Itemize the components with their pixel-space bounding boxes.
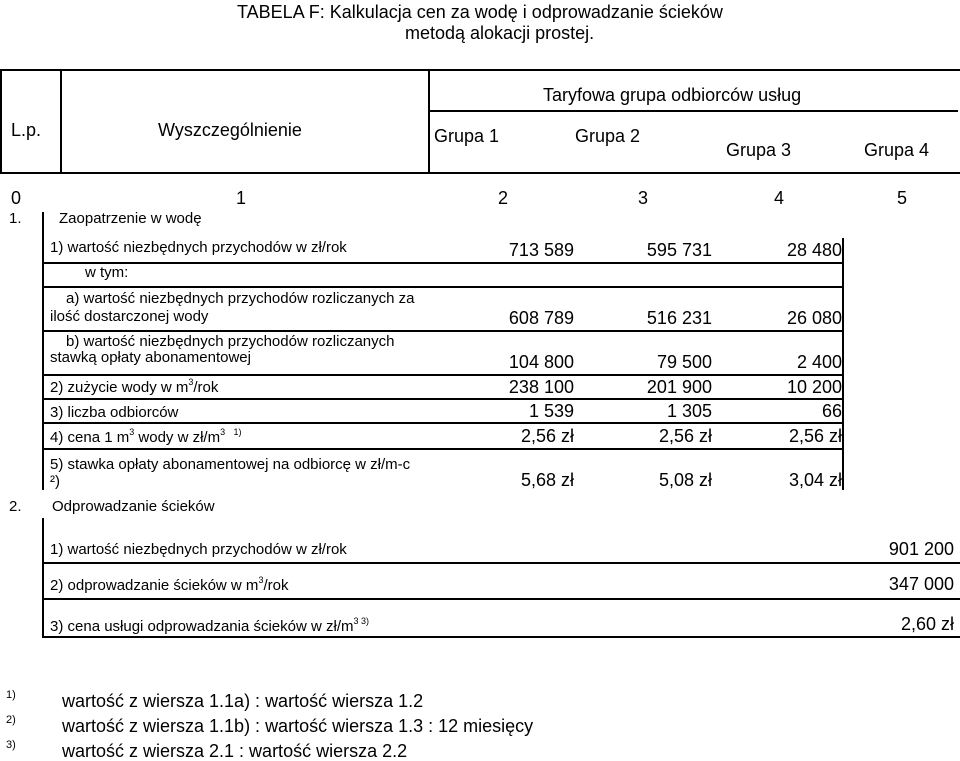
- header-lp: L.p.: [11, 120, 42, 140]
- footnote-2-mark: 2): [6, 714, 16, 726]
- row-2-3-sup: 3 3): [353, 616, 369, 626]
- header-group-2: Grupa 2: [575, 126, 641, 146]
- row-1-5-label-line2: ²): [50, 473, 60, 490]
- row-1-2-g3: 10 200: [786, 377, 842, 397]
- row-2-1-g4: 901 200: [888, 539, 954, 559]
- title-line2: metodą alokacji prostej.: [405, 23, 595, 43]
- section1-title: Zaopatrzenie w wodę: [59, 210, 202, 227]
- row-1-4-g3: 2,56 zł: [788, 426, 842, 446]
- row-1-1b-label-line1: b) wartość niezbędnych przychodów rozliczanych: [66, 333, 395, 350]
- row-1-1a-g1: 608 789: [508, 308, 574, 328]
- footnote-1-text: wartość z wiersza 1.1a) : wartość wiersza 1.2: [62, 691, 424, 711]
- row-1-2-sup: 3: [188, 377, 194, 387]
- row-1-3-right-border: [842, 398, 844, 422]
- section2-left-border: [42, 518, 44, 636]
- footnote-3-mark: 3): [6, 739, 16, 751]
- row-1-4-label-b: wody w zł/m: [134, 429, 221, 446]
- row-1-4-label: [50, 427, 242, 446]
- row-1-5-g1: 5,68 zł: [520, 470, 574, 490]
- row-2-2-label: [50, 575, 289, 594]
- section1-number: 1.: [9, 210, 22, 227]
- row-1-1b-bottom: [42, 374, 844, 376]
- header-group-3: Grupa 3: [726, 140, 792, 160]
- row-1-3-g1: 1 539: [528, 401, 574, 421]
- header-divider-lp: [60, 69, 62, 173]
- row-1-1b-right-border: [842, 330, 844, 374]
- row-1-1b-g2: 79 500: [656, 352, 712, 372]
- row-2-3-label-a: 3) cena usługi odprowadzania ścieków w zł/m: [50, 618, 354, 635]
- footnote-3-text: wartość z wiersza 2.1 : wartość wiersza 2.2: [62, 741, 408, 761]
- row-1-4-bottom: [42, 448, 844, 450]
- row-2-2-g4: 347 000: [888, 574, 954, 594]
- row-1-2-label-a: 2) zużycie wody w m: [50, 379, 189, 396]
- row-1-1-bottom: [42, 262, 844, 264]
- row-1-5-right-border: [842, 448, 844, 490]
- header-group-title: Taryfowa grupa odbiorców usług: [543, 85, 802, 105]
- footnote-2-text: wartość z wiersza 1.1b) : wartość wiersza 1.3 : 12 miesięcy: [62, 716, 534, 736]
- header-top-border: [0, 69, 960, 71]
- row-1-2-label-b: /rok: [193, 379, 219, 396]
- row-2-3-bottom: [42, 636, 960, 638]
- col-number-4: 4: [774, 188, 785, 208]
- row-1-1-label: 1) wartość niezbędnych przychodów w zł/rok: [50, 239, 347, 256]
- row-1-5-label-line1: 5) stawka opłaty abonamentowej na odbiorcę w zł/m-c: [50, 456, 411, 473]
- row-1-1-g2: 595 731: [646, 240, 712, 260]
- row-1-1-g1: 713 589: [508, 240, 574, 260]
- row-2-3-label: [50, 616, 369, 635]
- row-2-3-g4: 2,60 zł: [900, 614, 954, 634]
- row-1-4-right-border: [842, 422, 844, 448]
- row-1-1-right-border: [842, 238, 844, 262]
- title-line1: TABELA F: Kalkulacja cen za wodę i odprowadzanie ścieków: [237, 2, 723, 22]
- row-1-5-g2: 5,08 zł: [658, 470, 712, 490]
- row-1-1a-g3: 26 080: [786, 308, 842, 328]
- row-1-4-g2: 2,56 zł: [658, 426, 712, 446]
- row-1-3-g2: 1 305: [666, 401, 712, 421]
- row-1-1a-bottom: [42, 330, 844, 332]
- row-2-1-label: 1) wartość niezbędnych przychodów w zł/rok: [50, 541, 347, 558]
- header-item: Wyszczególnienie: [158, 120, 302, 140]
- row-1-1b-g1: 104 800: [508, 352, 574, 372]
- header-bottom-border: [0, 172, 960, 174]
- row-1-4-sup2: 3: [220, 427, 226, 437]
- header-group-4: Grupa 4: [864, 140, 930, 160]
- row-1-3-bottom: [42, 422, 844, 424]
- row-1-1a-label-line1: a) wartość niezbędnych przychodów rozliczanych za: [66, 290, 415, 307]
- row-1-3-g3: 66: [821, 401, 842, 421]
- col-number-2: 2: [498, 188, 509, 208]
- row-1-2-right-border: [842, 374, 844, 398]
- row-1-4-sup: 3: [129, 427, 135, 437]
- col-number-0: 0: [11, 188, 22, 208]
- header-group-1: Grupa 1: [434, 126, 500, 146]
- section2-title: Odprowadzanie ścieków: [52, 498, 215, 515]
- row-w-tym-bottom: [42, 286, 844, 288]
- row-1-5-g3: 3,04 zł: [788, 470, 842, 490]
- row-w-tym-label: w tym:: [85, 264, 129, 281]
- row-1-1b-label-line2: stawką opłaty abonamentowej: [50, 349, 251, 366]
- col-number-1: 1: [236, 188, 247, 208]
- footnote-1-mark: 1): [6, 689, 16, 701]
- row-1-2-g2: 201 900: [646, 377, 712, 397]
- row-1-1a-right-border: [842, 286, 844, 330]
- header-divider-item: [428, 69, 430, 173]
- section2-number: 2.: [9, 498, 22, 515]
- row-2-2-label-a: 2) odprowadzanie ścieków w m: [50, 577, 259, 594]
- col-number-3: 3: [638, 188, 649, 208]
- row-1-1a-label-line2: ilość dostarczonej wody: [50, 308, 209, 325]
- header-group-underline: [428, 110, 958, 112]
- row-2-2-bottom: [42, 598, 960, 600]
- row-1-4-footnote-ref: 1): [233, 427, 242, 437]
- row-1-2-label: [50, 377, 219, 396]
- row-1-2-g1: 238 100: [508, 377, 574, 397]
- row-2-2-label-b: /rok: [263, 577, 289, 594]
- row-1-4-label-a: 4) cena 1 m: [50, 429, 130, 446]
- row-2-2-sup: 3: [258, 575, 264, 585]
- row-1-4-g1: 2,56 zł: [520, 426, 574, 446]
- row-1-1-g3: 28 480: [786, 240, 842, 260]
- row-1-1a-g2: 516 231: [646, 308, 712, 328]
- col-number-5: 5: [897, 188, 908, 208]
- row-2-1-bottom: [42, 562, 960, 564]
- row-1-2-bottom: [42, 398, 844, 400]
- header-left-border: [0, 69, 2, 173]
- row-1-3-label: 3) liczba odbiorców: [50, 404, 179, 421]
- row-w-tym-right-border: [842, 262, 844, 286]
- row-1-1b-g3: 2 400: [796, 352, 842, 372]
